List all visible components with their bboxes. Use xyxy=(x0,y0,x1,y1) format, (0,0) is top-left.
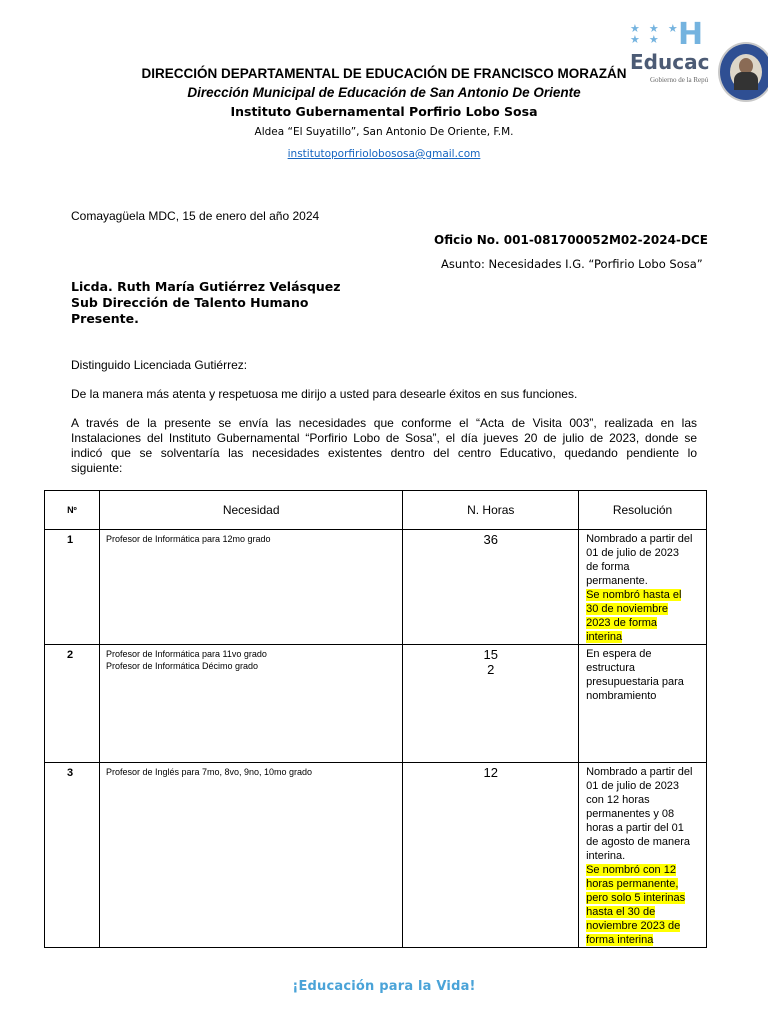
header-line-2: Dirección Municipal de Educación de San Antonio De Oriente xyxy=(187,85,581,100)
need-cell xyxy=(99,530,402,645)
header-line-1: DIRECCIÓN DEPARTAMENTAL DE EDUCACIÓN DE FRANCISCO MORAZÁN xyxy=(141,66,627,81)
resolution-line: estructura xyxy=(586,662,635,674)
resolution-line: interina. xyxy=(586,850,626,862)
resolution-line: presupuestaria para xyxy=(586,676,684,688)
need-item: Profesor de Informática para 12mo grado xyxy=(105,534,271,544)
resolution-highlight: 2023 de forma xyxy=(586,617,658,629)
row-number: 3 xyxy=(45,763,100,948)
resolution-cell xyxy=(579,530,707,645)
paragraph-2-line: A través de la presente se envía las necesidades que conforme el “Acta de Visita 003”, realizada en las xyxy=(71,416,697,430)
hours-cell xyxy=(403,645,579,763)
header-line-3: Instituto Gubernamental Porfirio Lobo Sosa xyxy=(230,104,538,119)
header-necesidad: Necesidad xyxy=(99,491,402,530)
email-link[interactable]: institutoporfiriolobososa@gmail.com xyxy=(287,148,481,160)
header-horas: N. Horas xyxy=(403,491,579,530)
paragraph-2 xyxy=(71,416,697,476)
paragraph-1: De la manera más atenta y respetuosa me dirijo a usted para desearle éxitos en sus funciones. xyxy=(71,387,578,401)
footer-slogan: ¡Educación para la Vida! xyxy=(292,979,476,994)
resolution-highlight: forma interina xyxy=(586,934,654,946)
hours-value: 12 xyxy=(483,765,498,780)
paragraph-2-line: siguiente: xyxy=(71,461,123,475)
resolution-line: horas a partir del 01 xyxy=(586,822,684,834)
resolution-line: con 12 horas xyxy=(586,794,650,806)
resolution-highlight: hasta el 30 de xyxy=(586,906,656,918)
resolution-line: de agosto de manera xyxy=(586,836,691,848)
date-line: Comayagüela MDC, 15 de enero del año 2024 xyxy=(71,209,320,223)
oficio-number: Oficio No. 001-081700052M02-2024-DCE xyxy=(434,233,708,247)
resolution-highlight: pero solo 5 interinas xyxy=(586,892,686,904)
row-number: 1 xyxy=(45,530,100,645)
stars-icon: ★ ★ ★ ★ ★ xyxy=(630,23,681,46)
resolution-line: 01 de julio de 2023 xyxy=(586,780,680,792)
resolution-line: En espera de xyxy=(586,648,652,660)
asunto-line: Asunto: Necesidades I.G. “Porfirio Lobo Sosa” xyxy=(441,257,703,271)
resolution-highlight: 30 de noviembre xyxy=(586,603,669,615)
resolution-highlight: Se nombró hasta el xyxy=(586,589,682,601)
table-row xyxy=(45,763,707,948)
resolution-highlight: Se nombró con 12 xyxy=(586,864,676,876)
logo-h-letter: H xyxy=(678,17,704,52)
row-number: 2 xyxy=(45,645,100,763)
recipient-department: Sub Dirección de Talento Humano xyxy=(71,295,309,310)
header-num: Nº xyxy=(45,491,100,530)
paragraph-2-line: Instalaciones del Instituto Gubernamental “Porfirio Lobo de Sosa”, el día jueves 20 de julio de 2023, donde se xyxy=(71,431,697,445)
need-item: Profesor de Informática Décimo grado xyxy=(105,661,259,671)
resolution-line: permanente. xyxy=(586,575,648,587)
resolution-cell xyxy=(579,645,707,763)
need-cell xyxy=(99,763,402,948)
hours-value: 2 xyxy=(487,662,495,677)
hours-cell xyxy=(403,763,579,948)
header-resolucion: Resolución xyxy=(579,491,707,530)
hours-cell xyxy=(403,530,579,645)
resolution-cell xyxy=(579,763,707,948)
recipient-name: Licda. Ruth María Gutiérrez Velásquez xyxy=(71,279,341,294)
resolution-line: permanentes y 08 xyxy=(586,808,675,820)
need-cell xyxy=(99,645,402,763)
table-header-row xyxy=(45,491,707,530)
table-row xyxy=(45,645,707,763)
need-item: Profesor de Informática para 11vo grado xyxy=(105,649,267,659)
resolution-line: de forma xyxy=(586,561,630,573)
logo-educa-text: Educac xyxy=(630,50,710,74)
paragraph-2-line: indicó que se solventaría las necesidades existentes dentro del centro Educativo, quedando pendiente lo xyxy=(71,446,697,460)
resolution-highlight: interina xyxy=(586,631,623,643)
resolution-line: 01 de julio de 2023 xyxy=(586,547,680,559)
header-address: Aldea “El Suyatillo”, San Antonio De Oriente, F.M. xyxy=(254,126,514,138)
resolution-line: Nombrado a partir del xyxy=(586,766,693,778)
resolution-line: Nombrado a partir del xyxy=(586,533,693,545)
resolution-highlight: noviembre 2023 de xyxy=(586,920,681,932)
salutation: Distinguido Licenciada Gutiérrez: xyxy=(71,358,248,372)
hours-value: 15 xyxy=(483,647,498,662)
table-row xyxy=(45,530,707,645)
resolution-highlight: horas permanente, xyxy=(586,878,679,890)
resolution-line: nombramiento xyxy=(586,690,657,702)
recipient-presente: Presente. xyxy=(71,311,139,326)
need-item: Profesor de Inglés para 7mo, 8vo, 9no, 10mo grado xyxy=(105,767,313,777)
hours-value: 36 xyxy=(483,532,498,547)
needs-table xyxy=(44,490,707,948)
logo-gobierno-text: Gobierno de la Repú xyxy=(650,76,709,84)
